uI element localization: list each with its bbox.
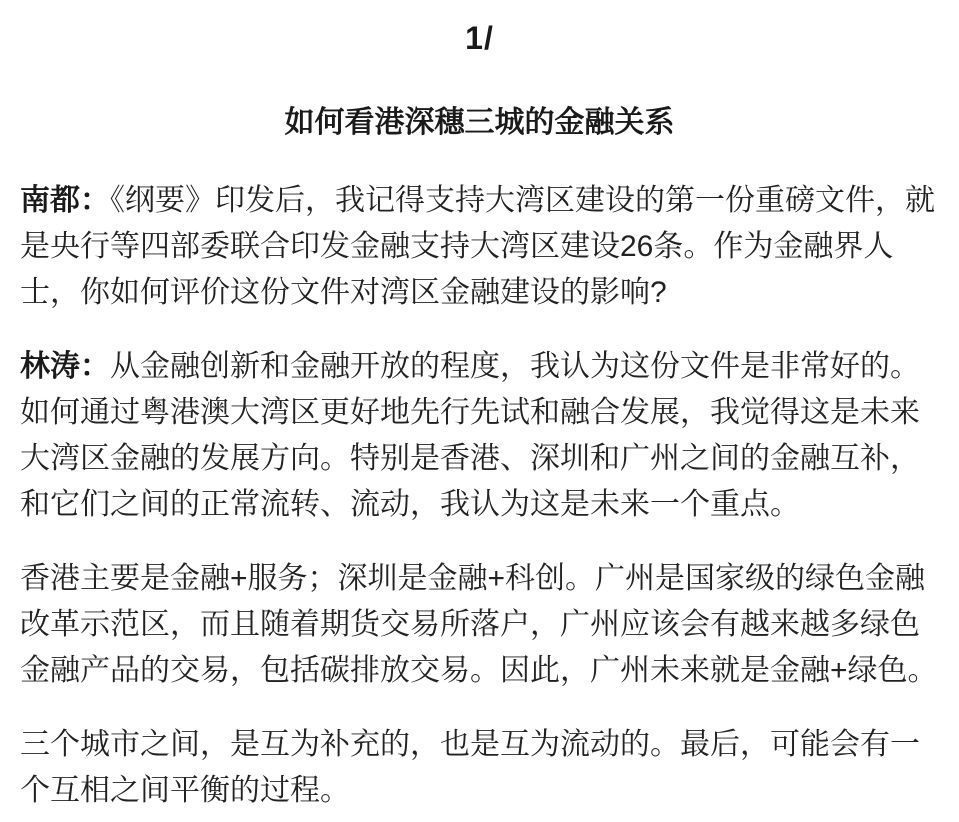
paragraph-text: 从金融创新和金融开放的程度，我认为这份文件是非常好的。如何通过粤港澳大湾区更好地先行先试和融合发展，我觉得这是未来大湾区金融的发展方向。特别是香港、深圳和广州之间的金融互补，和它们之间的正常流转、流动，我认为这是未来一个重点。 — [20, 350, 920, 521]
paragraph-nandu-question — [20, 178, 939, 316]
speaker-label-lintao: 林涛： — [20, 350, 110, 383]
article-body — [20, 178, 939, 814]
paragraph-text: 《纲要》印发后，我记得支持大湾区建设的第一份重磅文件，就是央行等四部委联合印发金融支持大湾区建设26条。作为金融界人士，你如何评价这份文件对湾区金融建设的影响? — [20, 184, 935, 309]
speaker-label-nandu: 南都： — [20, 184, 110, 217]
paragraph-city-roles — [20, 556, 939, 694]
article-heading: 如何看港深穗三城的金融关系 — [284, 106, 675, 139]
section-number: 1/ — [465, 20, 494, 56]
paragraph-conclusion — [20, 722, 939, 814]
paragraph-lintao-answer — [20, 344, 939, 528]
paragraph-text: 三个城市之间，是互为补充的，也是互为流动的。最后，可能会有一个互相之间平衡的过程。 — [20, 728, 920, 807]
paragraph-text: 香港主要是金融+服务；深圳是金融+科创。广州是国家级的绿色金融改革示范区，而且随着期货交易所落户，广州应该会有越来越多绿色金融产品的交易，包括碳排放交易。因此，广州未来就是金融+绿色。 — [20, 562, 938, 687]
